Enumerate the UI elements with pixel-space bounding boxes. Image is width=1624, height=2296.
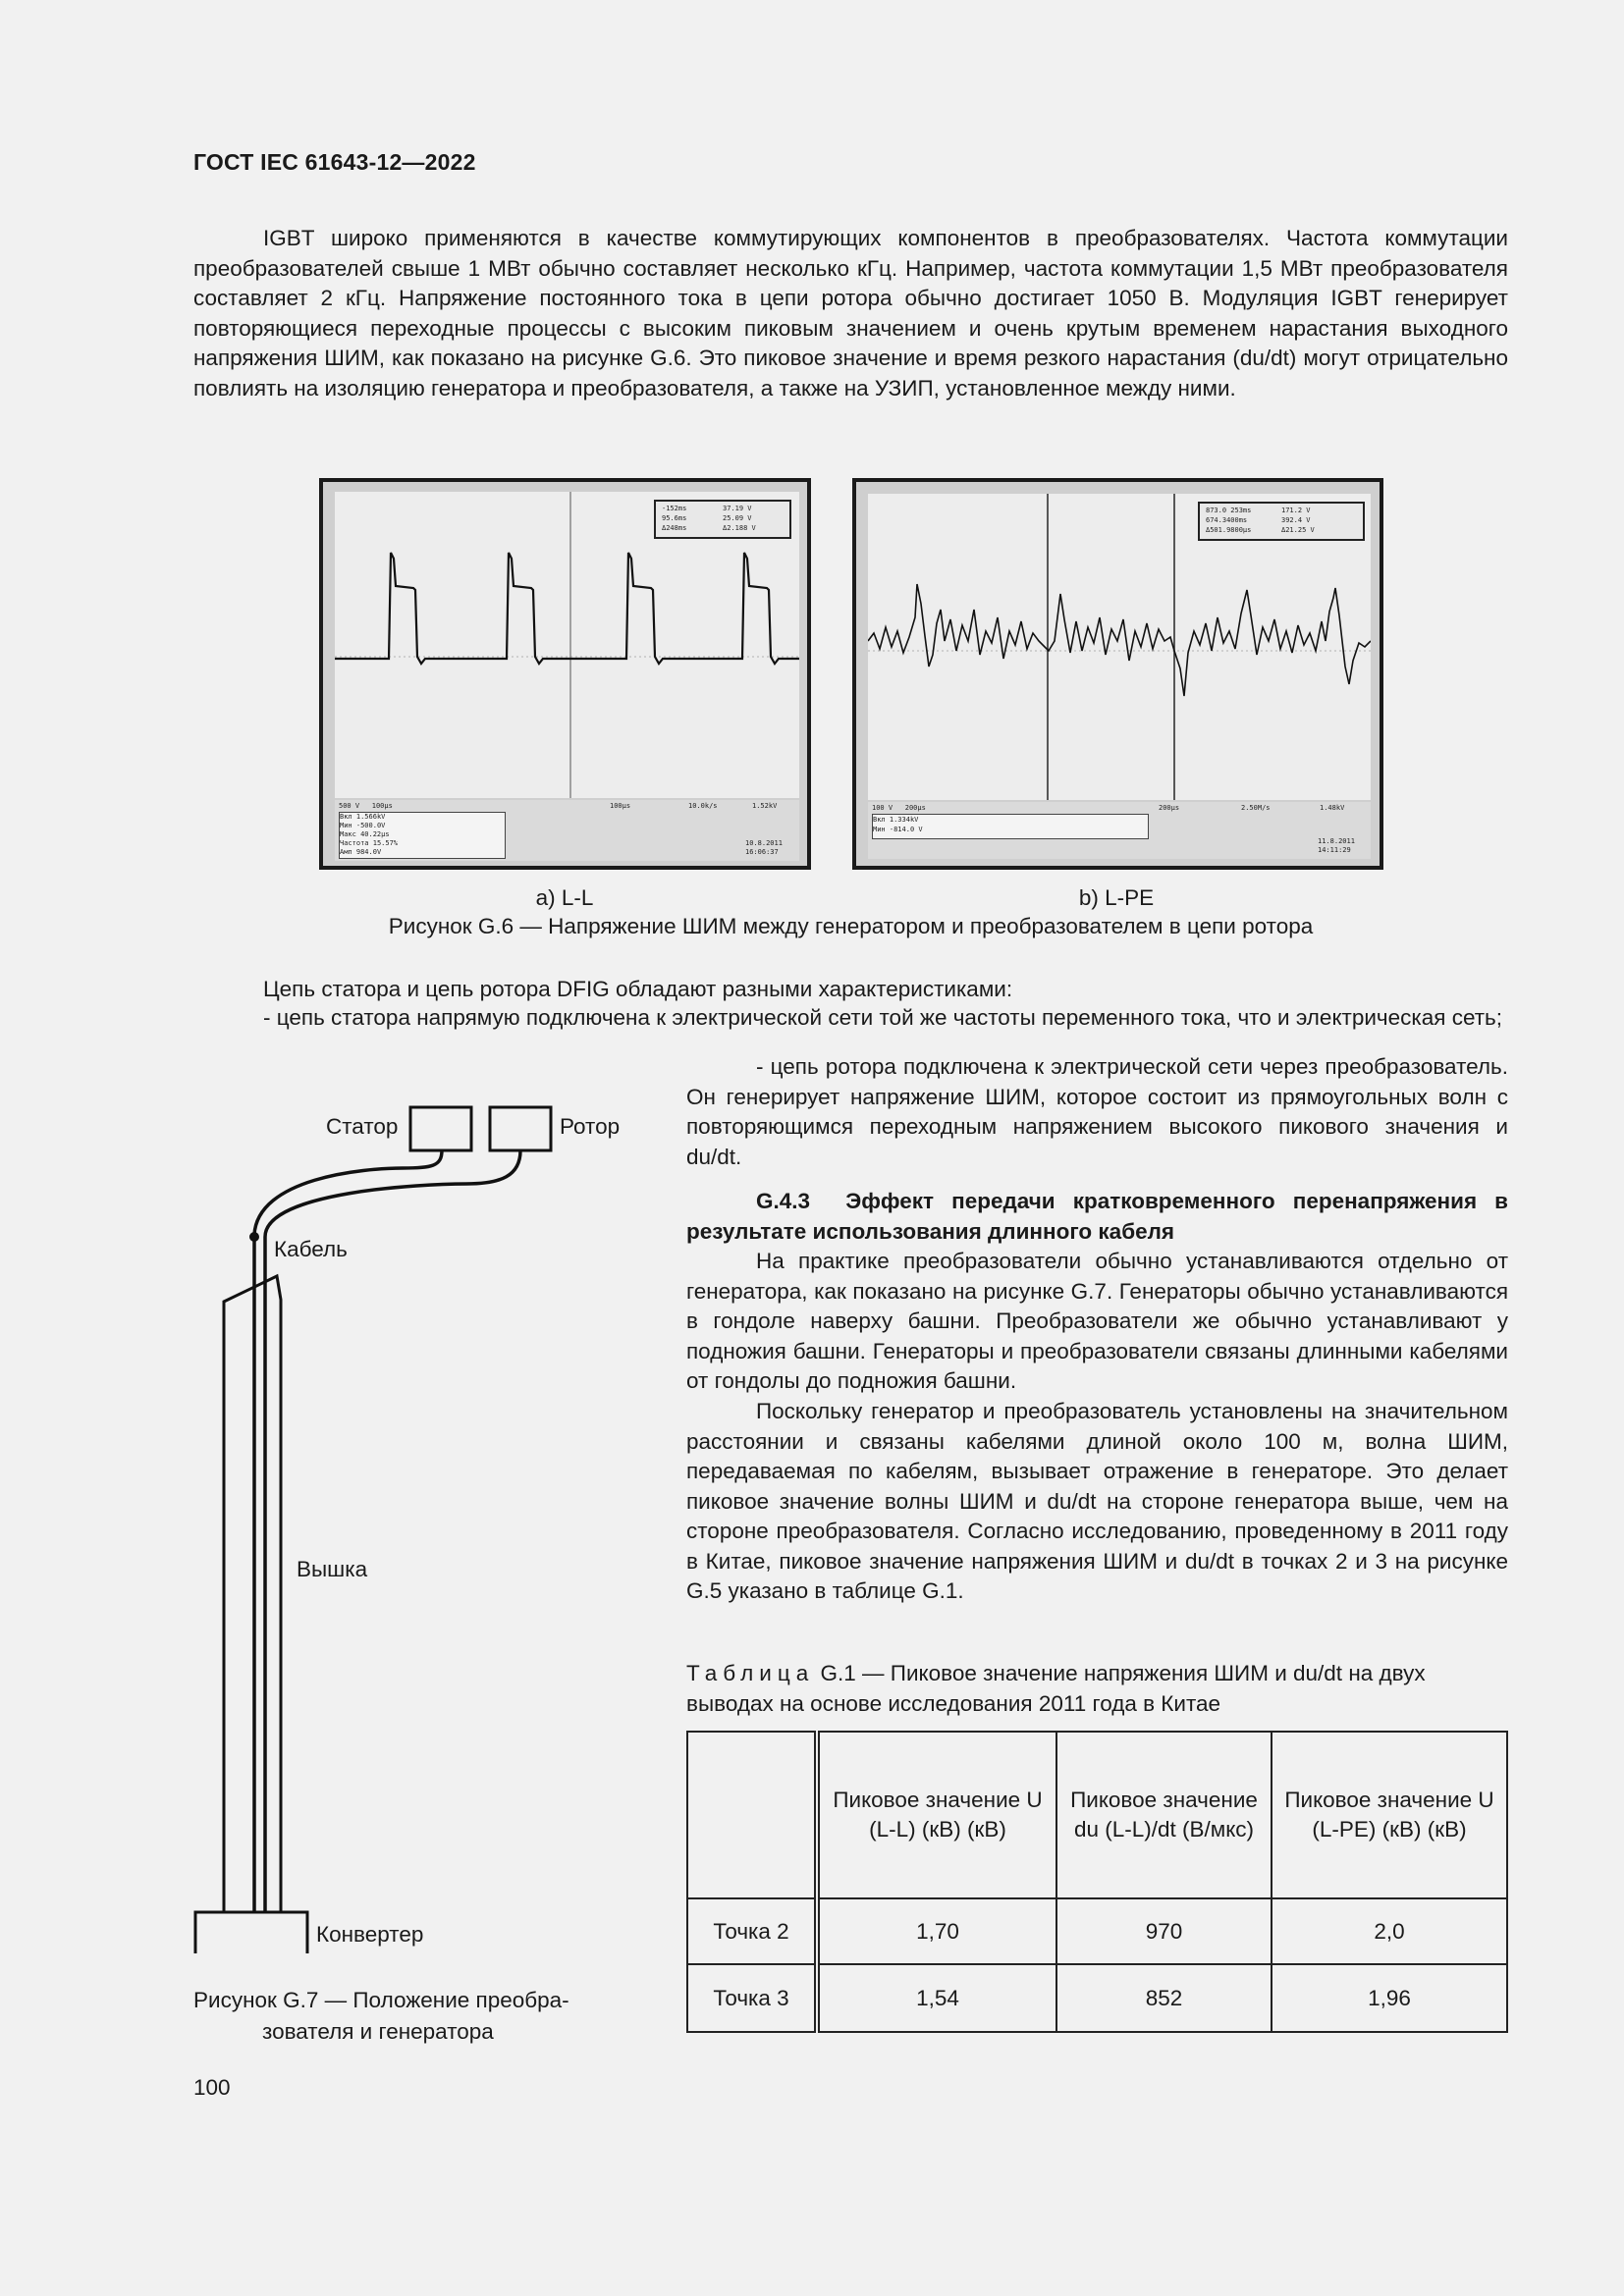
- cable-stator: [254, 1150, 442, 1919]
- table-header-peak-ll: Пиковое значение U (L-L) (кВ) (кВ): [817, 1732, 1056, 1898]
- paragraph-practice: На практике преобразователи обычно устанавливаются отдельно от генератора, как показано на рисунке G.7. Генераторы обычно устанавливаются в гондоле наверху башни. Преобразователи же обычно устанавливают у подножия башни. Генераторы и преобразователи связаны длинными кабелями от гондолы до подножия башни.: [686, 1249, 1508, 1393]
- table-cell: Точка 2: [687, 1898, 817, 1964]
- table-header-peak-lpe: Пиковое значение U (L-PE) (кВ) (кВ): [1272, 1732, 1507, 1898]
- measurement-list-b: Вкл 1.334kV Мин -814.0 V: [872, 814, 1149, 839]
- page-number: 100: [193, 2075, 231, 2100]
- rate-b: 2.50M/s: [1241, 804, 1271, 812]
- table-cell: 1,54: [817, 1964, 1056, 2032]
- tower-outline: [224, 1276, 281, 1922]
- cursor-readout-b: 873.0 253ms 171.2 V 674.3400ms 392.4 V Δ501.9800μs Δ21.25 V: [1198, 502, 1365, 541]
- figure-g7-diagram: [187, 1090, 638, 1953]
- channel-scale-a: 500 V 100μs: [339, 802, 393, 810]
- table-cell: Точка 3: [687, 1964, 817, 2032]
- measurement-list-a: Вкл 1.566kV Мин -500.0V Макс 40.22μs Частота 15.57% Амп 984.0V: [339, 812, 506, 859]
- cable-rotor: [265, 1150, 520, 1919]
- datetime-b: 11.8.2011 14:11:29: [1318, 837, 1355, 854]
- table-cell: 970: [1056, 1898, 1272, 1964]
- trigger-a: 100μs: [610, 802, 631, 810]
- label-tower: Вышка: [297, 1557, 368, 1581]
- paragraph-since: Поскольку генератор и преобразователь установлены на значительном расстоянии и связаны кабелями длиной около 100 м, волна ШИМ, передаваемая по кабелям, вызывает отражение в генераторе. Это делает пиковое значение волны ШИМ и du/dt на стороне генератора выше, чем на стороне преобразователя. Согласно исследованию, проведенному в 2011 году в Китае, пиковое значение напряжения ШИМ и du/dt в точках 2 и 3 на рисунке G.5 указано в таблице G.1.: [686, 1399, 1508, 1603]
- status-bar-b: [868, 802, 1371, 859]
- oscillogram-screen-a: [335, 492, 799, 798]
- level-a: 1.52kV: [752, 802, 778, 810]
- figure-g7-caption: Рисунок G.7 — Положение преобра- зователя и генератора: [193, 1988, 569, 2044]
- label-converter: Конвертер: [316, 1922, 424, 1947]
- table-row: [687, 1898, 1507, 1964]
- table-cell: 1,70: [817, 1898, 1056, 1964]
- oscillogram-panel-b: [852, 478, 1383, 870]
- channel-scale-b: 100 V 200μs: [872, 804, 926, 812]
- subfigure-label-b: b) L-PE: [1078, 885, 1155, 910]
- table-cell: 852: [1056, 1964, 1272, 2032]
- intro-paragraph: IGBT широко применяются в качестве коммутирующих компонентов в преобразователях. Частота коммутации преобразователей свыше 1 МВт обычно составляет несколько кГц. Например, частота коммутации 1,5 МВт преобразователя составляет 2 кГц. Напряжение постоянного тока в цепи ротора обычно достигает 1050 В. Модуляция IGBT генерирует повторяющиеся переходные процессы с высоким пиковым значением и очень крутым временем нарастания выходного напряжения ШИМ, как показано на рисунке G.6. Это пиковое значение и время резкого нарастания (du/dt) могут отрицательно повлиять на изоляцию генератора и преобразователя, а также на УЗИП, установленное между ними.: [193, 226, 1508, 400]
- table-cell: 1,96: [1272, 1964, 1507, 2032]
- section-heading: G.4.3 Эффект передачи кратковременного перенапряжения в результате использования длинного кабеля: [686, 1189, 1508, 1244]
- figure-g6-caption: Рисунок G.6 — Напряжение ШИМ между генератором и преобразователем в цепи ротора: [388, 914, 1314, 938]
- datetime-a: 10.8.2011 16:06:37: [745, 839, 783, 856]
- oscillogram-screen-b: [868, 494, 1371, 800]
- rotor-box: [490, 1107, 551, 1150]
- oscillogram-panel-a: [319, 478, 811, 870]
- label-stator: Статор: [326, 1114, 399, 1139]
- document-header: ГОСТ IEC 61643-12—2022: [193, 149, 476, 175]
- table-row: [687, 1964, 1507, 2032]
- stator-box: [410, 1107, 471, 1150]
- table-header-empty: [687, 1732, 817, 1898]
- bullet-stator: - цепь статора напрямую подключена к электрической сети той же частоты переменного тока, что и электрическая сеть;: [263, 1005, 1502, 1030]
- subfigure-label-a: a) L-L: [535, 885, 594, 910]
- table-header-dudt: Пиковое значение du (L-L)/dt (В/мкс): [1056, 1732, 1272, 1898]
- cable-junction: [249, 1232, 259, 1242]
- data-table: [686, 1731, 1508, 2033]
- converter-box: [195, 1912, 307, 1953]
- label-cable: Кабель: [274, 1237, 348, 1261]
- rate-a: 10.0k/s: [688, 802, 718, 810]
- status-bar-a: [335, 800, 799, 861]
- stator-rotor-intro: Цепь статора и цепь ротора DFIG обладают разными характеристиками:: [263, 977, 1013, 1001]
- level-b: 1.48kV: [1320, 804, 1345, 812]
- table-header-row: [687, 1732, 1507, 1898]
- table-caption: Таблица G.1 — Пиковое значение напряжения ШИМ и du/dt на двух выводах на основе исследования 2011 года в Китае: [686, 1661, 1426, 1716]
- table-cell: 2,0: [1272, 1898, 1507, 1964]
- label-rotor: Ротор: [560, 1114, 621, 1139]
- bullet-rotor: - цепь ротора подключена к электрической сети через преобразователь. Он генерирует напряжение ШИМ, которое состоит из прямоугольных волн с повторяющимся переходным напряжением высокого пикового значения и du/dt.: [686, 1054, 1508, 1169]
- cursor-readout-a: -152ms 37.19 V 95.6ms 25.09 V Δ248ms Δ2.188 V: [654, 500, 791, 539]
- trigger-b: 200μs: [1159, 804, 1180, 812]
